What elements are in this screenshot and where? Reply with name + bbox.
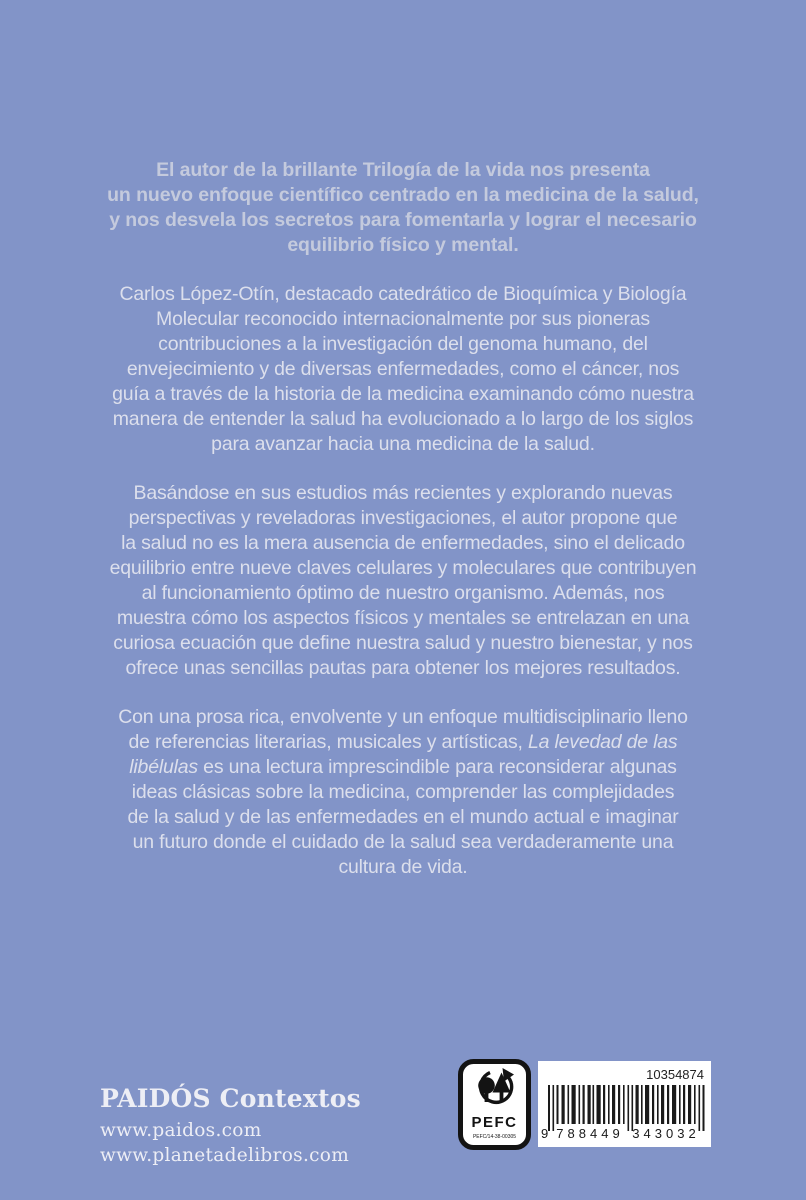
- text-line: curiosa ecuación que define nuestra salud y nuestro bienestar, y nos: [113, 632, 693, 654]
- intro-paragraph: [107, 158, 699, 258]
- closing-paragraph: [118, 705, 688, 880]
- author-bio-paragraph: [112, 282, 694, 457]
- text-line: ofrece unas sencillas pautas para obtener los mejores resultados.: [125, 657, 681, 679]
- text-line: muestra cómo los aspectos físicos y mentales se entrelazan en una: [116, 607, 690, 629]
- book-title-segment: La levedad de las: [527, 731, 678, 753]
- pefc-logo-icon: [458, 1059, 531, 1150]
- isbn-group-2: 343032: [632, 1126, 700, 1141]
- text-line: Con una prosa rica, envolvente y un enfoque multidisciplinario lleno: [118, 706, 688, 728]
- text-line: [129, 730, 678, 755]
- text-line: cultura de vida.: [338, 856, 468, 878]
- pefc-name: PEFC: [471, 1114, 518, 1131]
- text-line: manera de entender la salud ha evolucionado a lo largo de los siglos: [112, 408, 694, 430]
- text-line: [129, 755, 676, 780]
- barcode-top-number: 10354874: [646, 1067, 704, 1082]
- publisher-url: www.planetadelibros.com: [100, 1145, 350, 1166]
- text-segment: de referencias literarias, musicales y artísticas,: [128, 731, 528, 753]
- text-line: contribuciones a la investigación del genoma humano, del: [158, 333, 648, 355]
- text-line: Molecular reconocido internacionalmente por sus pioneras: [156, 308, 650, 330]
- ean-barcode: [538, 1061, 711, 1147]
- text-line: la salud no es la mera ausencia de enfermedades, sino el delicado: [121, 532, 685, 554]
- text-line: Carlos López-Otín, destacado catedrático de Bioquímica y Biología: [119, 283, 687, 305]
- book-title-segment: libélulas: [129, 756, 198, 778]
- pefc-license-number: PEFC/14-38-00305: [472, 1134, 517, 1140]
- text-line: equilibrio físico y mental.: [287, 234, 519, 256]
- text-line: perspectivas y reveladoras investigaciones, el autor propone que: [128, 507, 678, 529]
- text-line: ideas clásicas sobre la medicina, comprender las complejidades: [131, 781, 675, 803]
- text-line: al funcionamiento óptimo de nuestro organismo. Además, nos: [141, 582, 665, 604]
- text-line: equilibrio entre nueve claves celulares y moleculares que contribuyen: [109, 557, 697, 579]
- text-line: y nos desvela los secretos para fomentarla y lograr el necesario: [109, 209, 697, 231]
- publisher-url: www.paidos.com: [100, 1120, 262, 1141]
- publisher-block: [100, 1084, 361, 1168]
- text-line: para avanzar hacia una medicina de la salud.: [211, 433, 595, 455]
- text-line: guía a través de la historia de la medicina examinando cómo nuestra: [112, 383, 694, 405]
- synopsis: [88, 158, 718, 904]
- text-line: un futuro donde el cuidado de la salud sea verdaderamente una: [132, 831, 674, 853]
- text-line: Basándose en sus estudios más recientes y explorando nuevas: [133, 482, 673, 504]
- isbn-group-1: 788449: [556, 1126, 624, 1141]
- pefc-certification-label: [458, 1059, 531, 1155]
- text-segment: es una lectura imprescindible para reconsiderar algunas: [197, 756, 677, 778]
- text-line: un nuevo enfoque científico centrado en la medicina de la salud,: [107, 184, 699, 206]
- imprint-name: PAIDÓS Contextos: [100, 1084, 361, 1113]
- text-line: El autor de la brillante Trilogía de la vida nos presenta: [156, 159, 650, 181]
- barcode-label: [538, 1061, 711, 1152]
- isbn-lead-digit: 9: [541, 1126, 549, 1141]
- text-line: envejecimiento y de diversas enfermedades, como el cáncer, nos: [126, 358, 680, 380]
- thesis-paragraph: [110, 481, 697, 681]
- text-line: de la salud y de las enfermedades en el mundo actual e imaginar: [127, 806, 679, 828]
